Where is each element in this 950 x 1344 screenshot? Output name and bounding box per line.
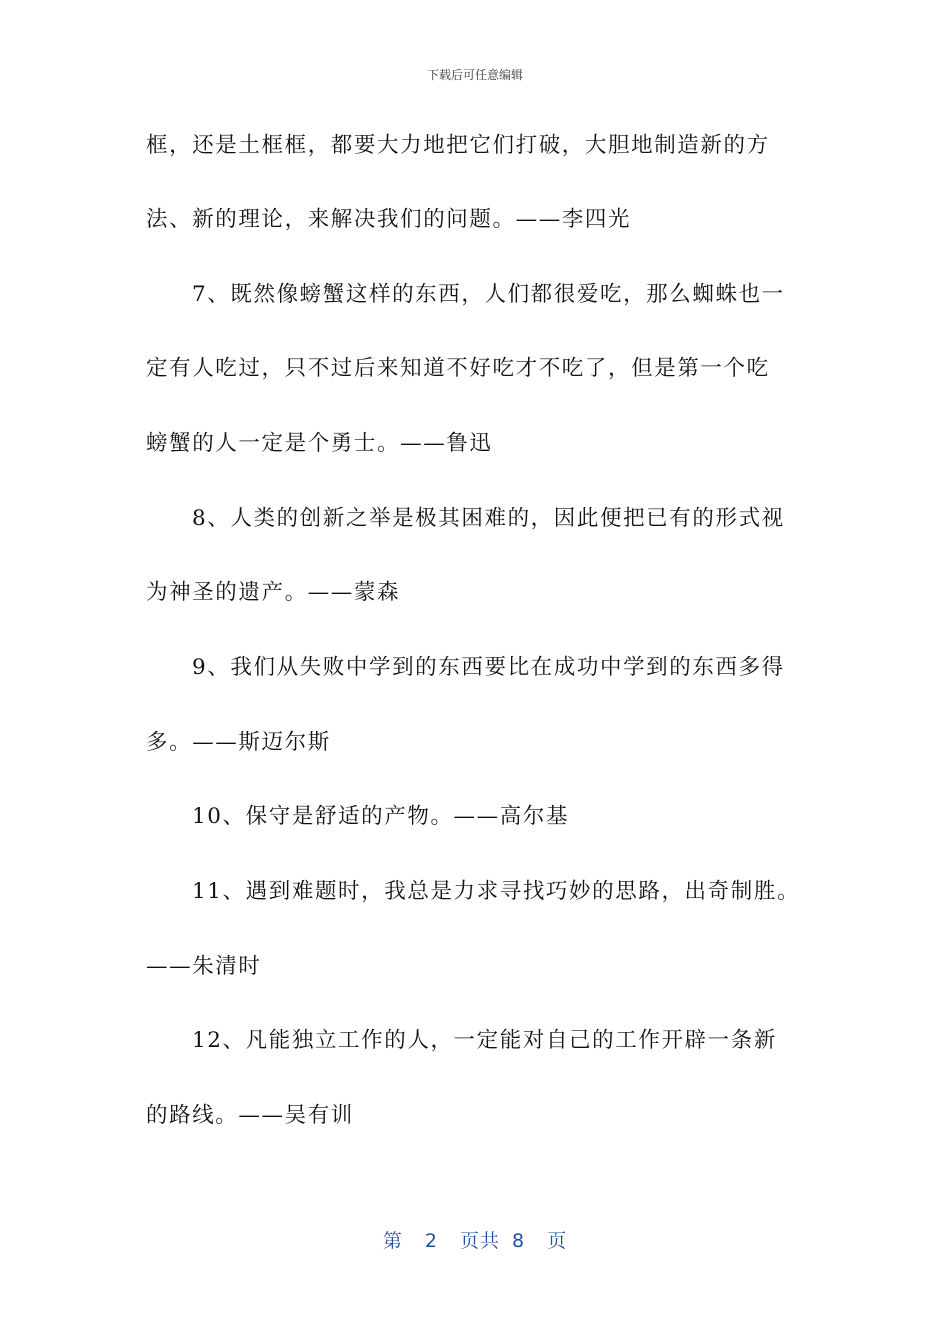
footer-total-pages: 8 xyxy=(512,1230,526,1252)
text-line: 的路线。——吴有训 xyxy=(146,1103,354,1128)
text-line: 11、遇到难题时，我总是力求寻找巧妙的思路，出奇制胜。 xyxy=(192,879,801,904)
footer-middle: 页共 xyxy=(459,1230,500,1252)
text-line: 8、人类的创新之举是极其困难的，因此便把已有的形式视 xyxy=(192,506,785,531)
text-line: 7、既然像螃蟹这样的东西，人们都很爱吃，那么蜘蛛也一 xyxy=(192,282,785,307)
text-line: 框，还是土框框，都要大力地把它们打破，大胆地制造新的方 xyxy=(146,133,770,158)
text-line: 多。——斯迈尔斯 xyxy=(146,730,331,755)
text-line: 螃蟹的人一定是个勇士。——鲁迅 xyxy=(146,431,493,456)
text-line: 10、保守是舒适的产物。——高尔基 xyxy=(192,804,570,829)
page-footer xyxy=(0,1226,950,1253)
text-line: 12、凡能独立工作的人，一定能对自己的工作开辟一条新 xyxy=(192,1028,777,1053)
text-line: 为神圣的遗产。——蒙森 xyxy=(146,580,401,605)
footer-current-page: 2 xyxy=(424,1230,438,1252)
text-line: 法、新的理论，来解决我们的问题。——李四光 xyxy=(146,207,632,232)
footer-prefix: 第 xyxy=(382,1230,403,1252)
text-line: 定有人吃过，只不过后来知道不好吃才不吃了，但是第一个吃 xyxy=(146,356,770,381)
text-line: ——朱清时 xyxy=(146,954,262,979)
footer-suffix: 页 xyxy=(547,1230,568,1252)
text-line: 9、我们从失败中学到的东西要比在成功中学到的东西多得 xyxy=(192,655,785,680)
page-header-note: 下载后可任意编辑 xyxy=(426,68,523,82)
